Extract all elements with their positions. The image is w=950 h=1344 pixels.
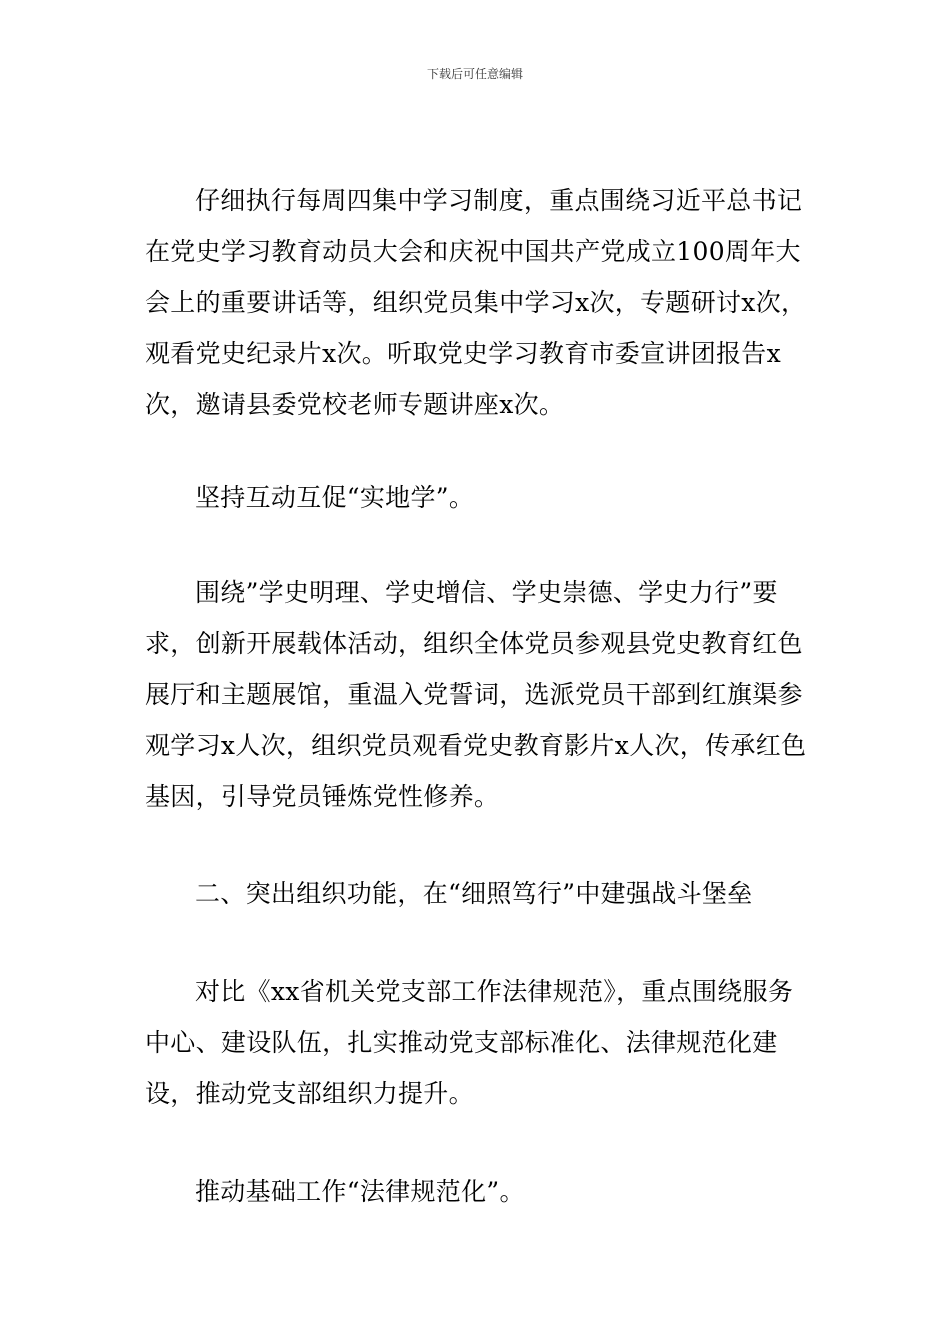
paragraph-heading-field-study: 坚持互动互促“实地学”。 <box>195 483 475 512</box>
paragraph-study-system: 仔细执行每周四集中学习制度，重点围绕习近平总书记在党史学习教育动员大会和庆祝中国共产党成立100周年大会上的重要讲话等，组织党员集中学习x次，专题研讨x次，观看党史纪录片x次。听取党史学习教育市委宣讲团报告x次，邀请县委党校老师专题讲座x次。 <box>145 186 807 419</box>
section-heading-organization: 二、突出组织功能，在“细照笃行”中建强战斗堡垒 <box>195 879 753 908</box>
paragraph-heading-basic-work: 推动基础工作“法律规范化”。 <box>195 1177 525 1206</box>
page-header: 下载后可任意编辑 <box>426 67 523 81</box>
paragraph-standardization: 对比《xx省机关党支部工作法律规范》，重点围绕服务中心、建设队伍，扎实推动党支部标准化、法律规范化建设，推动党支部组织力提升。 <box>145 977 794 1108</box>
paragraph-carrier-activities: 围绕”学史明理、学史增信、学史崇德、学史力行”要求，创新开展载体活动，组织全体党员参观县党史教育红色展厅和主题展馆，重温入党誓词，选派党员干部到红旗渠参观学习x人次，组织党员观看党史教育影片x人次，传承红色基因，引导党员锤炼党性修养。 <box>145 578 807 811</box>
